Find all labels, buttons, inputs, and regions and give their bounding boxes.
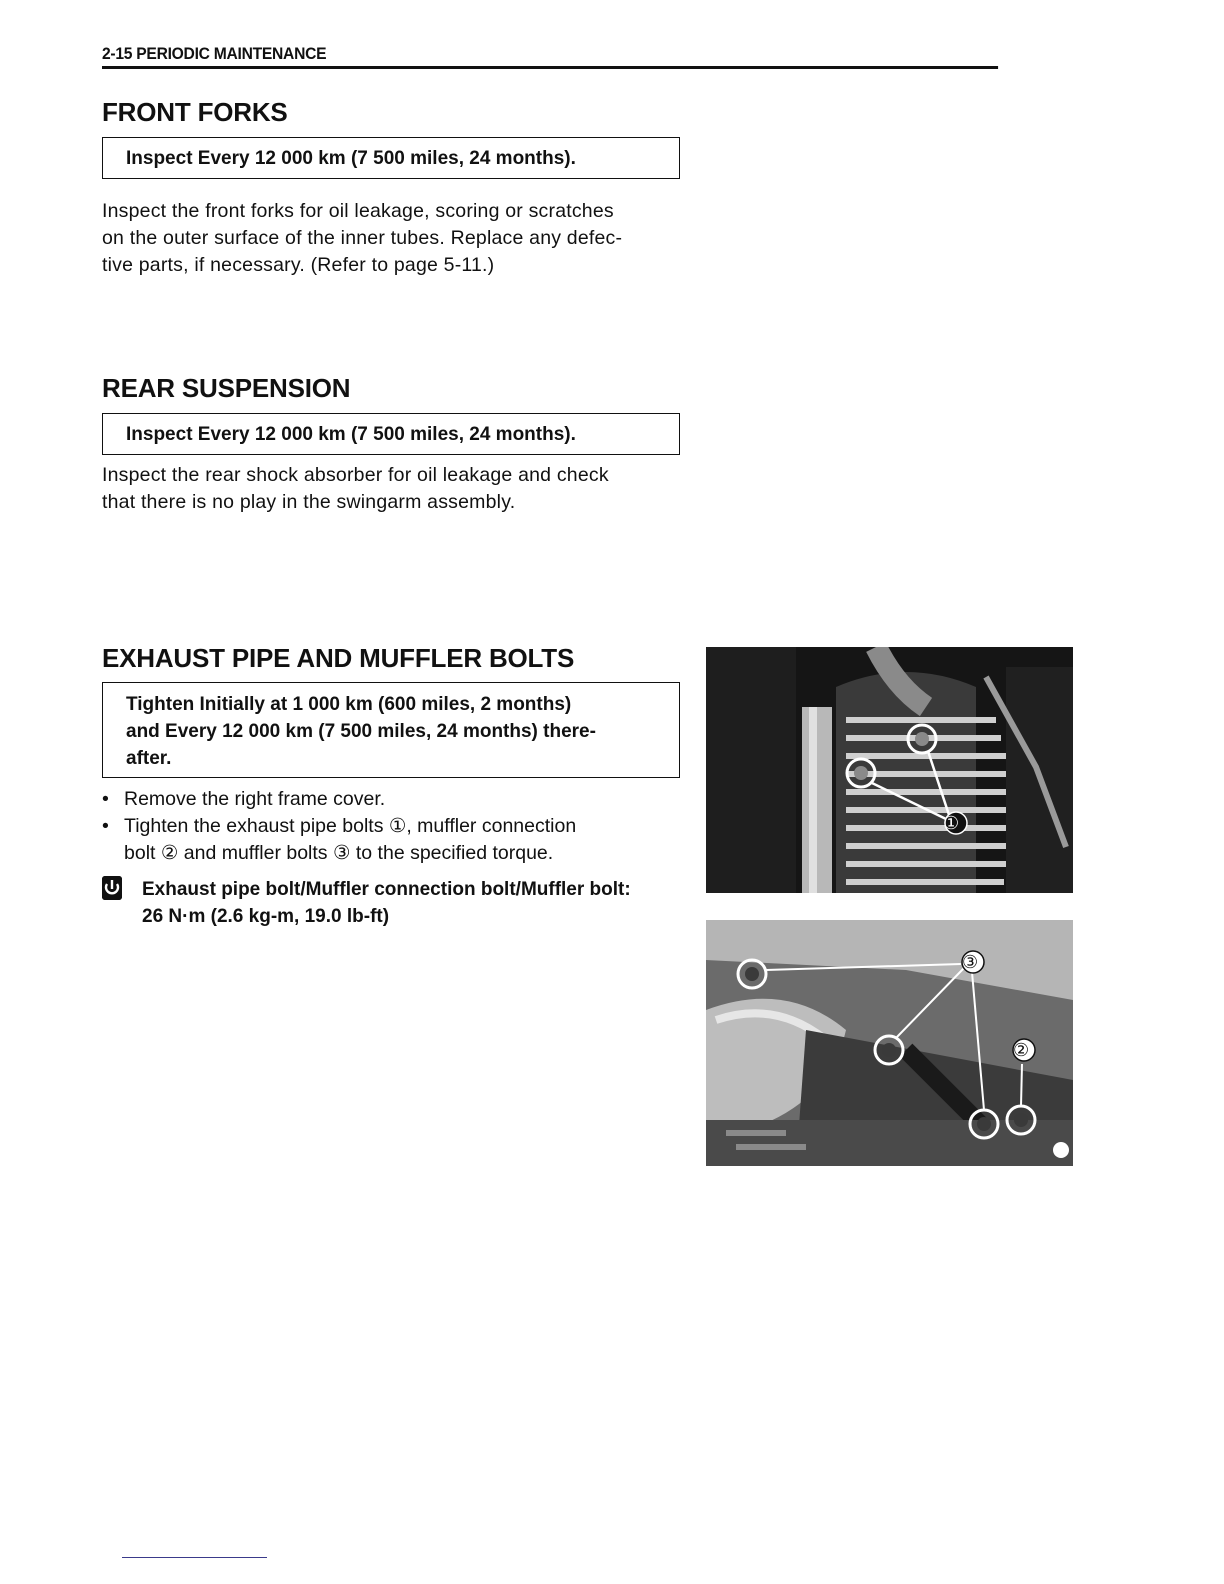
front-forks-text [102,198,692,279]
exhaust-interval-line: and Every 12 000 km (7 500 miles, 24 months) there- [126,721,596,742]
photo-callout-1: ① [943,813,960,833]
bullet-icon: • [102,815,109,837]
torque-spec-label: Exhaust pipe bolt/Muffler connection bolt/Muffler bolt: [142,879,631,900]
page-header-title: 2-15 PERIODIC MAINTENANCE [102,44,327,63]
exhaust-step [102,813,692,867]
exhaust-interval-line: Tighten Initially at 1 000 km (600 miles, 2 months) [126,694,572,715]
photo-callout-2: ② [1013,1040,1030,1060]
exhaust-interval-line: after. [126,748,172,769]
rear-suspension-interval: Inspect Every 12 000 km (7 500 miles, 24 months). [126,424,576,445]
exhaust-interval-box [102,682,680,778]
exhaust-step-line: Remove the right frame cover. [124,788,386,810]
rear-suspension-text-line: Inspect the rear shock absorber for oil leakage and check [102,464,609,486]
front-forks-text-line: on the outer surface of the inner tubes. Replace any defec- [102,227,623,249]
engine-photo-top [706,647,1073,893]
exhaust-title: EXHAUST PIPE AND MUFFLER BOLTS [102,643,575,673]
front-forks-text-line: tive parts, if necessary. (Refer to page 5-11.) [102,254,495,276]
front-forks-title: FRONT FORKS [102,97,288,127]
page-header [102,44,998,69]
rear-suspension-title: REAR SUSPENSION [102,373,351,403]
photo-callout-3: ③ [962,952,979,972]
bullet-icon: • [102,788,109,810]
exhaust-step [102,786,692,813]
rear-suspension-text-line: that there is no play in the swingarm assembly. [102,491,516,513]
torque-spec [142,876,631,930]
rear-suspension-interval-box [102,413,680,455]
front-forks-text-line: Inspect the front forks for oil leakage, scoring or scratches [102,200,614,222]
exhaust-step-line: bolt ② and muffler bolts ③ to the specified torque. [124,842,554,864]
engine-photo-bottom [706,920,1073,1166]
footer-rule [122,1557,267,1558]
rear-suspension-text [102,462,692,516]
torque-wrench-icon [102,876,122,900]
exhaust-steps [102,786,692,867]
front-forks-interval-box [102,137,680,179]
torque-spec-value: 26 N·m (2.6 kg-m, 19.0 lb-ft) [142,906,390,927]
front-forks-interval: Inspect Every 12 000 km (7 500 miles, 24 months). [126,148,576,169]
exhaust-step-line: Tighten the exhaust pipe bolts ①, muffler connection [124,815,577,837]
